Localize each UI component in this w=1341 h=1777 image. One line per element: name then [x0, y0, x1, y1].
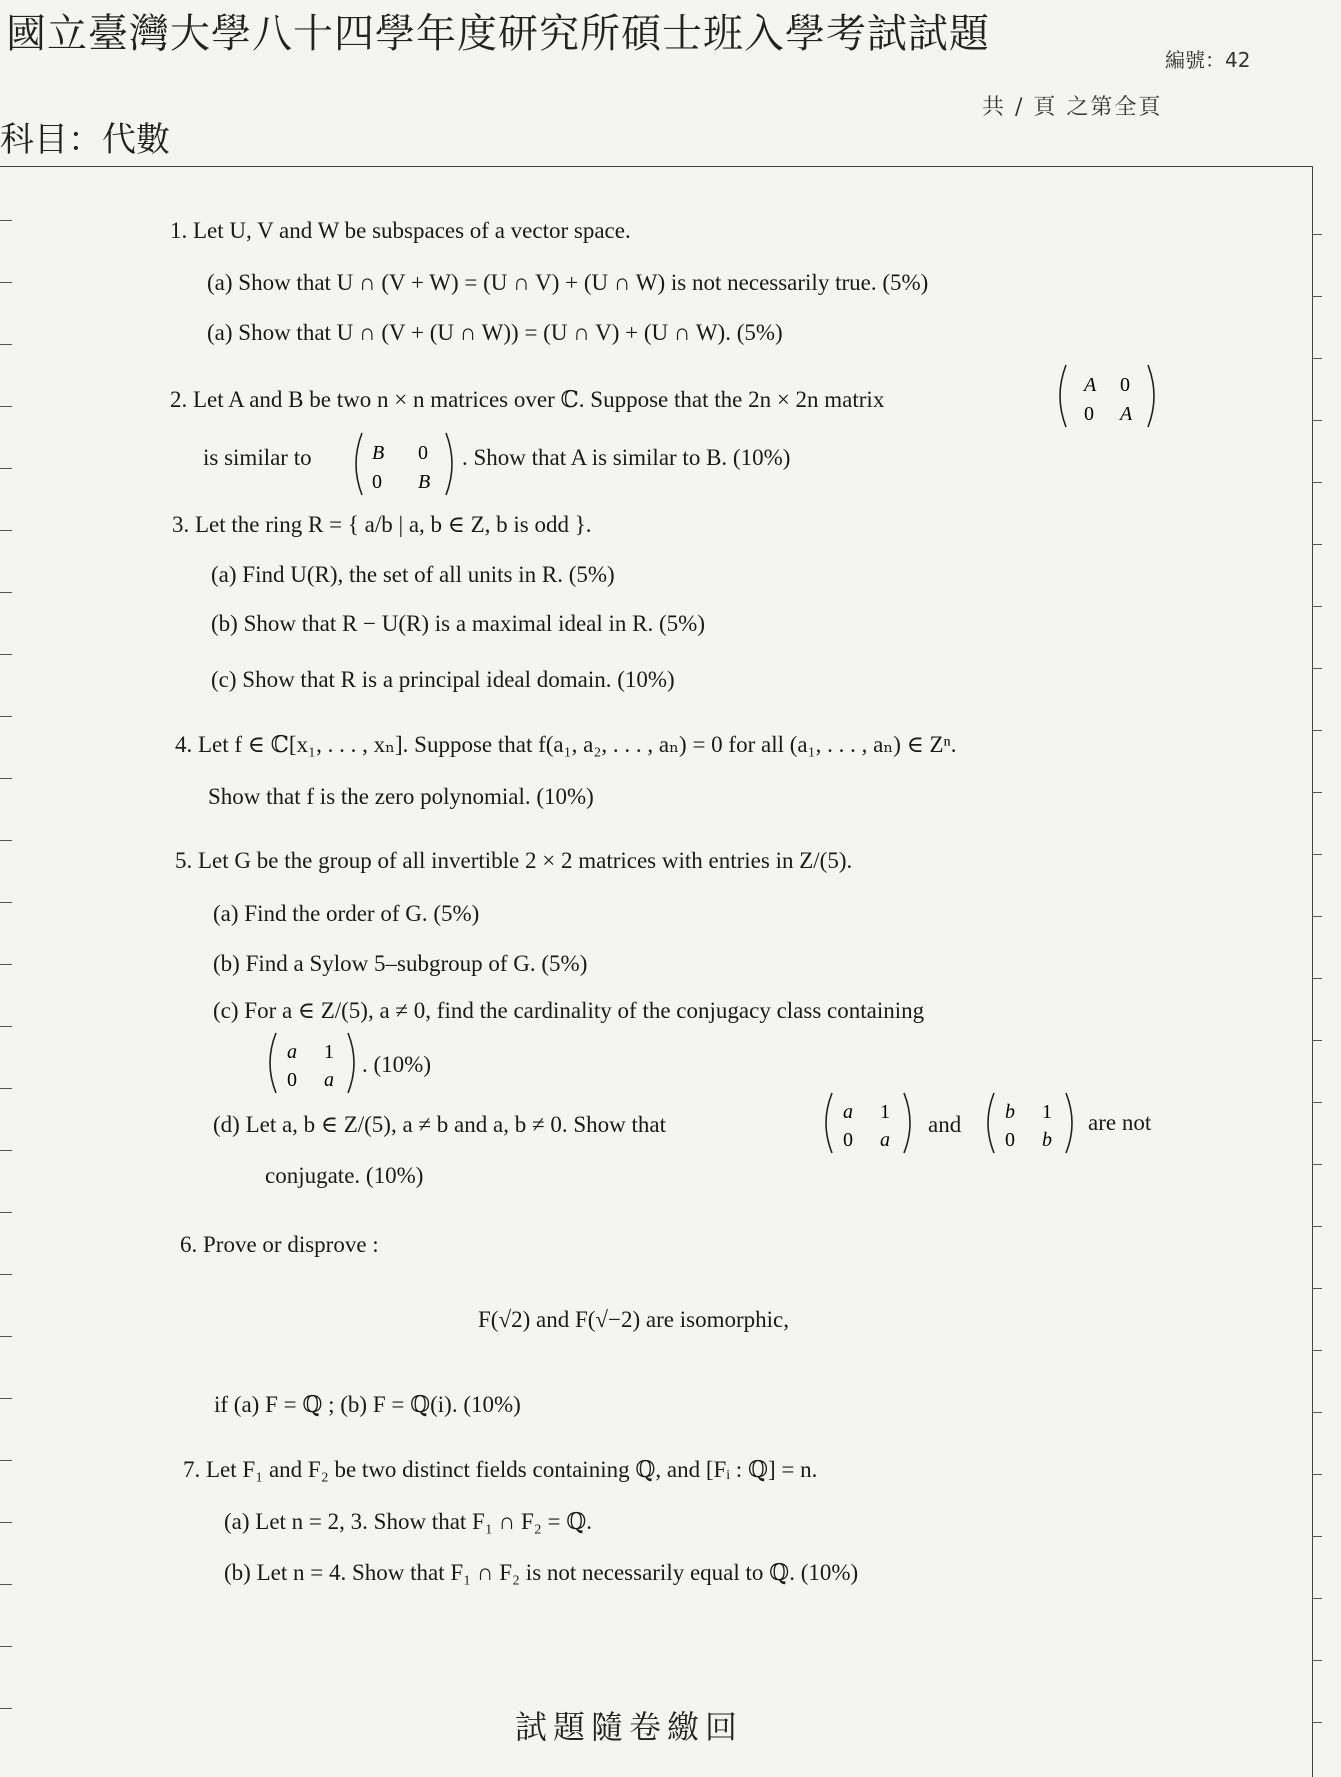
question-2-line1: 2. Let A and B be two n × n matrices over ℂ. Suppose that the 2n × 2n matrix: [170, 387, 885, 412]
margin-tick: [1312, 1102, 1322, 1103]
matrix-cell: 1: [1042, 1101, 1052, 1123]
margin-tick: [0, 778, 12, 779]
margin-tick: [1312, 1040, 1322, 1041]
serial-number: 編號：42: [1165, 48, 1251, 72]
margin-tick: [1312, 1412, 1322, 1413]
margin-tick: [1312, 358, 1322, 359]
margin-tick: [1312, 544, 1322, 545]
margin-tick: [0, 530, 12, 531]
matrix-cell: A: [1120, 403, 1133, 425]
matrix-cell: B: [372, 442, 385, 464]
margin-tick: [1312, 792, 1322, 793]
margin-tick: [0, 654, 12, 655]
margin-tick: [1312, 854, 1322, 855]
margin-tick: [0, 1584, 12, 1585]
margin-tick: [0, 716, 12, 717]
margin-tick: [0, 1150, 12, 1151]
question-2-line2a: is similar to: [203, 445, 312, 470]
margin-tick: [0, 1398, 12, 1399]
margin-tick: [1312, 978, 1322, 979]
question-1b: (a) Show that U ∩ (V + (U ∩ W)) = (U ∩ V) + (U ∩ W). (5%): [207, 320, 783, 345]
question-5b: (b) Find a Sylow 5–subgroup of G. (5%): [213, 951, 588, 976]
margin-tick: [0, 1274, 12, 1275]
margin-tick: [0, 840, 12, 841]
question-5: 5. Let G be the group of all invertible 2 × 2 matrices with entries in Z/(5).: [175, 848, 853, 873]
matrix-cell: 0: [372, 471, 382, 493]
matrix-A: [1052, 362, 1162, 430]
matrix-cell: a: [287, 1041, 297, 1063]
question-3b: (b) Show that R − U(R) is a maximal ideal in R. (5%): [211, 611, 705, 636]
margin-tick: [0, 1088, 12, 1089]
margin-tick: [0, 1646, 12, 1647]
matrix-b: [980, 1090, 1080, 1156]
margin-tick: [1312, 296, 1322, 297]
question-4-line2: Show that f is the zero polynomial. (10%): [208, 784, 594, 809]
question-7b: (b) Let n = 4. Show that F₁ ∩ F₂ is not necessarily equal to ℚ. (10%): [224, 1560, 859, 1585]
question-3: 3. Let the ring R = { a/b | a, b ∈ Z, b is odd }.: [172, 512, 592, 537]
margin-tick: [0, 1212, 12, 1213]
question-4-line1: 4. Let f ∈ ℂ[x₁, . . . , xₙ]. Suppose that f(a₁, a₂, . . . , aₙ) = 0 for all (a₁, . . . , aₙ) ∈ Zⁿ.: [175, 732, 957, 757]
question-5d-line1b: and: [928, 1112, 962, 1137]
margin-tick: [1312, 1164, 1322, 1165]
margin-tick: [0, 468, 12, 469]
margin-tick: [1312, 420, 1322, 421]
question-7: 7. Let F₁ and F₂ be two distinct fields containing ℚ, and [Fᵢ : ℚ] = n.: [183, 1457, 818, 1482]
matrix-cell: 0: [418, 442, 428, 464]
margin-tick: [0, 1460, 12, 1461]
margin-tick: [0, 344, 12, 345]
margin-tick: [1312, 1226, 1322, 1227]
margin-tick: [1312, 730, 1322, 731]
margin-tick: [1312, 1536, 1322, 1537]
matrix-cell: b: [1005, 1101, 1015, 1123]
footer-note: 試題隨卷繳回: [515, 1708, 744, 1746]
margin-tick: [1312, 1350, 1322, 1351]
matrix-cell: 0: [287, 1069, 297, 1091]
margin-tick: [1312, 1722, 1322, 1723]
question-7a: (a) Let n = 2, 3. Show that F₁ ∩ F₂ = ℚ.: [224, 1509, 593, 1534]
question-5a: (a) Find the order of G. (5%): [213, 901, 480, 926]
subject-label: 科目：代數: [0, 120, 170, 160]
question-5c-line1: (c) For a ∈ Z/(5), a ≠ 0, find the cardinality of the conjugacy class containing: [213, 998, 925, 1023]
margin-tick: [0, 282, 12, 283]
matrix-cell: 0: [843, 1129, 853, 1151]
margin-tick: [0, 964, 12, 965]
question-6: 6. Prove or disprove :: [180, 1232, 379, 1257]
matrix-cell: a: [843, 1101, 853, 1123]
margin-tick: [1312, 1660, 1322, 1661]
margin-tick: [0, 1522, 12, 1523]
margin-tick: [1312, 1474, 1322, 1475]
matrix-cell: 0: [1120, 374, 1130, 396]
matrix-cell: a: [324, 1069, 334, 1091]
exam-title: 國立臺灣大學八十四學年度研究所碩士班入學考試試題: [6, 11, 990, 57]
matrix-cell: 0: [1005, 1129, 1015, 1151]
question-1a: (a) Show that U ∩ (V + W) = (U ∩ V) + (U ∩ W) is not necessarily true. (5%): [207, 270, 929, 295]
question-1: 1. Let U, V and W be subspaces of a vector space.: [170, 218, 631, 243]
matrix-a-2: [818, 1090, 918, 1156]
page-count: 共 / 頁 之第全頁: [982, 95, 1163, 120]
margin-tick: [1312, 234, 1322, 235]
question-3a: (a) Find U(R), the set of all units in R. (5%): [211, 562, 615, 587]
matrix-cell: B: [418, 471, 431, 493]
question-2-line2b: . Show that A is similar to B. (10%): [462, 445, 791, 470]
matrix-cell: A: [1084, 374, 1097, 396]
margin-tick: [1312, 1288, 1322, 1289]
margin-tick: [1312, 606, 1322, 607]
matrix-cell: 1: [880, 1101, 890, 1123]
margin-tick: [1312, 1598, 1322, 1599]
margin-tick: [1312, 916, 1322, 917]
matrix-cell: 1: [324, 1041, 334, 1063]
question-5d-line1c: are not: [1088, 1110, 1152, 1135]
question-5d-line2: conjugate. (10%): [265, 1163, 424, 1188]
margin-tick: [0, 1336, 12, 1337]
margin-tick: [0, 592, 12, 593]
matrix-cell: 0: [1084, 403, 1094, 425]
question-3c: (c) Show that R is a principal ideal domain. (10%): [211, 667, 675, 692]
margin-tick: [0, 406, 12, 407]
margin-tick: [0, 902, 12, 903]
margin-tick: [1312, 482, 1322, 483]
margin-tick: [0, 1708, 12, 1709]
question-5d-line1a: (d) Let a, b ∈ Z/(5), a ≠ b and a, b ≠ 0. Show that: [213, 1112, 666, 1137]
question-5c-line2: . (10%): [362, 1052, 431, 1077]
matrix-B: [348, 430, 460, 498]
question-6-conditions: if (a) F = ℚ ; (b) F = ℚ(i). (10%): [214, 1392, 521, 1417]
matrix-cell: b: [1042, 1129, 1052, 1151]
margin-tick: [0, 220, 12, 221]
margin-tick: [1312, 668, 1322, 669]
margin-tick: [0, 1026, 12, 1027]
matrix-a: [262, 1030, 362, 1096]
matrix-cell: a: [880, 1129, 890, 1151]
question-6-statement: F(√2) and F(√−2) are isomorphic,: [478, 1307, 789, 1332]
